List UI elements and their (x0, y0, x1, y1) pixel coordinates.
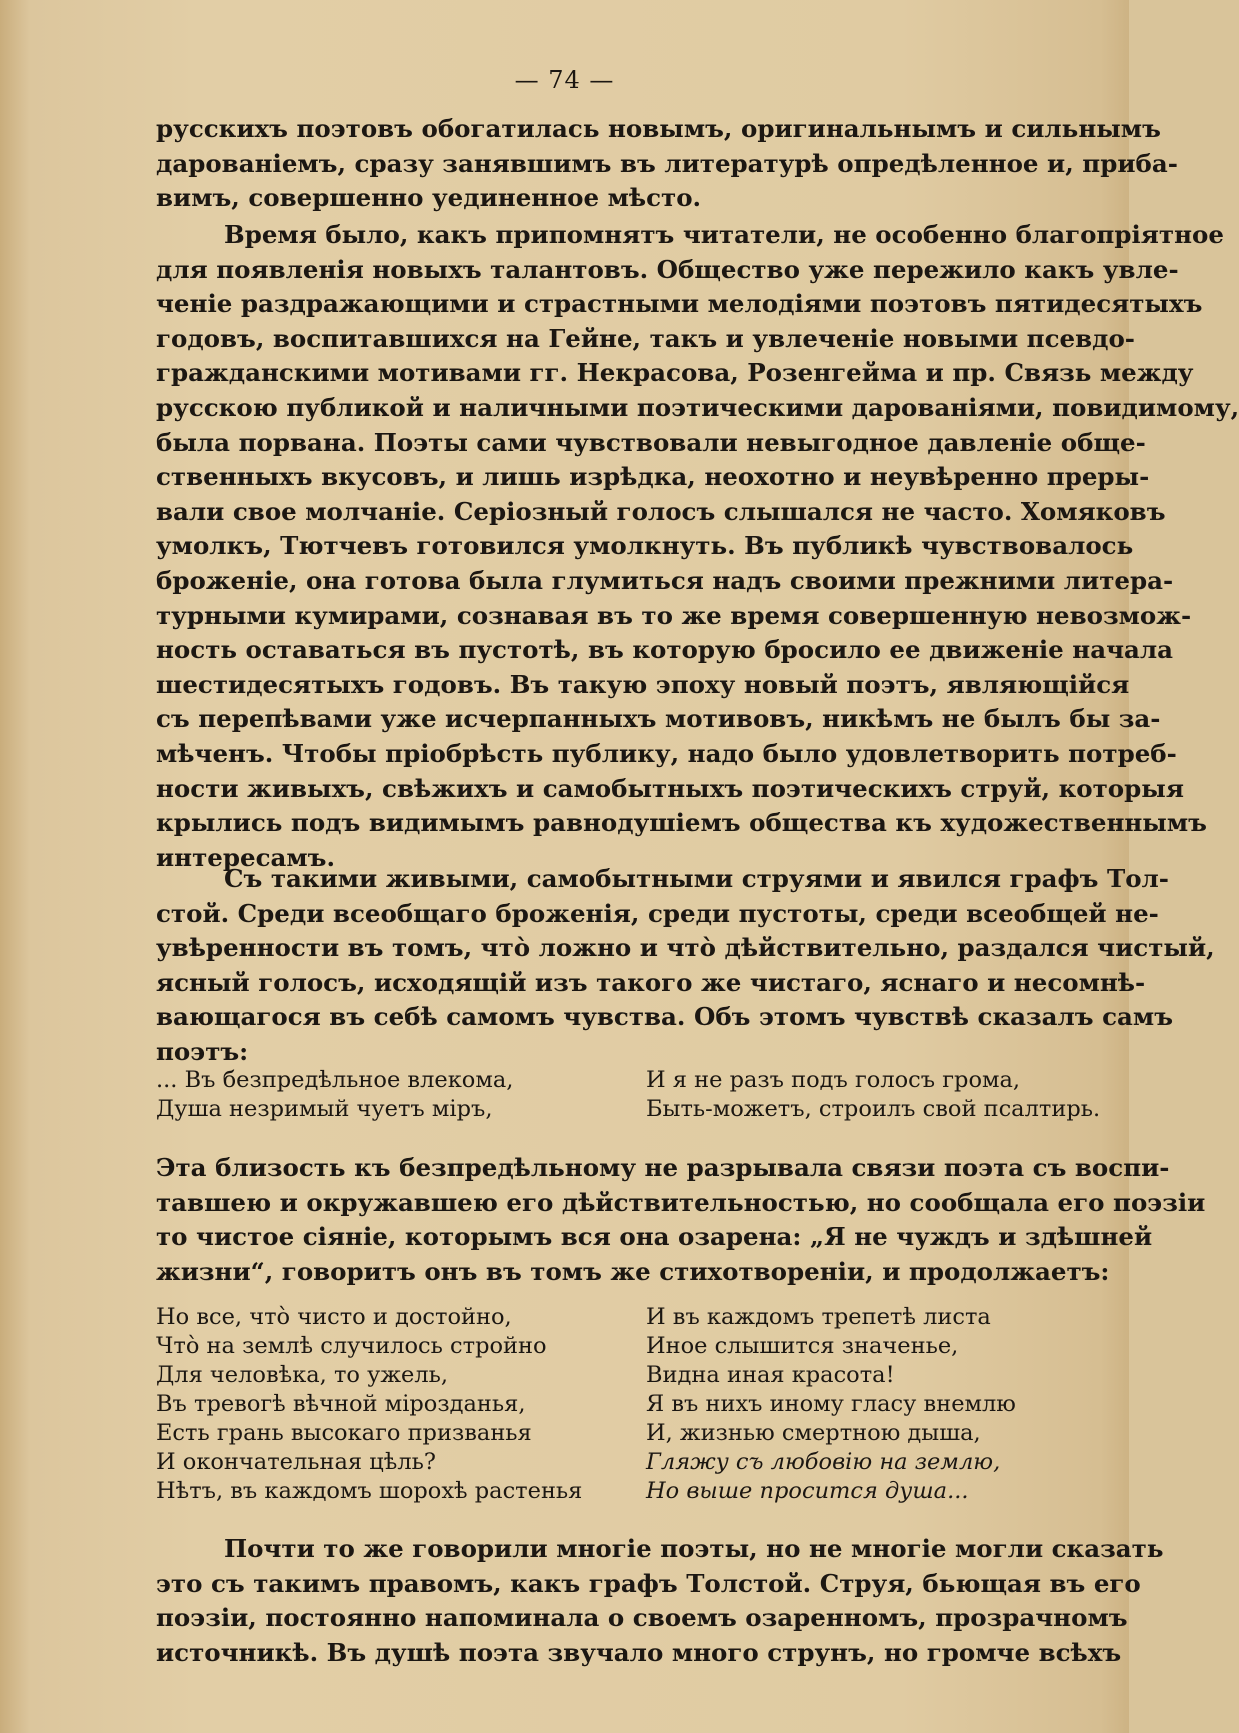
verse-line: ... Въ безпредѣльное влекома, (156, 1067, 514, 1093)
verse-line: И въ каждомъ трепетѣ листа (646, 1304, 991, 1330)
verse-column-left (156, 1303, 582, 1506)
text-line: гражданскими мотивами гг. Некрасова, Розенгейма и пр. Связь между (156, 358, 1194, 388)
text-line: жизни“, говоритъ онъ въ томъ же стихотвореніи, и продолжаетъ: (156, 1256, 1110, 1286)
text-line: умолкъ, Тютчевъ готовился умолкнуть. Въ публикѣ чувствовалось (156, 531, 1134, 561)
text-line: вающагося въ себѣ самомъ чувства. Объ этомъ чувствѣ сказалъ самъ (156, 1002, 1174, 1032)
verse-line-italic: Гляжу съ любовію на землю, (646, 1449, 1001, 1475)
text-line: то чистое сіяніе, которымъ вся она озарена: „Я не чуждъ и здѣшней (156, 1222, 1153, 1252)
verse-line: И, жизнью смертною дыша, (646, 1420, 981, 1446)
text-line: Время было, какъ припомнятъ читатели, не особенно благопріятное (224, 220, 1224, 249)
text-line: Эта близость къ безпредѣльному не разрывала связи поэта съ воспи- (156, 1153, 1170, 1182)
text-line: поэзіи, постоянно напоминала о своемъ озаренномъ, прозрачномъ (156, 1603, 1128, 1633)
verse-line: Для человѣка, то ужель, (156, 1362, 449, 1388)
text-line: ность оставаться въ пустотѣ, въ которую бросило ее движеніе начала (156, 635, 1174, 665)
verse-line: Душа незримый чуетъ міръ, (156, 1096, 493, 1122)
text-line: крылись подъ видимымъ равнодушіемъ общества къ художественнымъ (156, 808, 1207, 838)
text-line: годовъ, воспитавшихся на Гейне, такъ и увлеченіе новыми псевдо- (156, 323, 1135, 353)
text-line: русскихъ поэтовъ обогатилась новымъ, оригинальнымъ и сильнымъ (156, 114, 1161, 143)
text-line: ственныхъ вкусовъ, и лишь изрѣдка, неохотно и неувѣренно преры- (156, 462, 1150, 492)
text-line: интересамъ. (156, 842, 335, 872)
text-line: вимъ, совершенно уединенное мѣсто. (156, 183, 702, 213)
verse-line: Но все, что̀ чисто и достойно, (156, 1304, 512, 1330)
text-line: Почти то же говорили многіе поэты, но не многіе могли сказать (224, 1534, 1164, 1563)
text-line: увѣренности въ томъ, что̀ ложно и что̀ дѣйствительно, раздался чистый, (156, 933, 1215, 963)
text-line: русскою публикой и наличными поэтическими дарованіями, повидимому, (156, 392, 1239, 422)
verse-column-right (646, 1066, 1100, 1124)
text-line: для появленія новыхъ талантовъ. Общество уже пережило какъ увле- (156, 254, 1179, 284)
verse-quote-2 (156, 1303, 1096, 1509)
verse-column-right (646, 1303, 1016, 1506)
verse-line: Въ тревогѣ вѣчной мірозданья, (156, 1391, 526, 1417)
text-line: стой. Среди всеобщаго броженія, среди пустоты, среди всеобщей не- (156, 898, 1159, 928)
paragraph-2 (156, 218, 1239, 875)
paragraph-4 (156, 1151, 1206, 1289)
text-line: съ перепѣвами уже исчерпанныхъ мотивовъ, никѣмъ не былъ бы за- (156, 704, 1161, 734)
text-line: турными кумирами, сознавая въ то же время совершенную невозмож- (156, 600, 1192, 630)
verse-line: Нѣтъ, въ каждомъ шорохѣ растенья (156, 1478, 583, 1504)
text-line: шестидесятыхъ годовъ. Въ такую эпоху новый поэтъ, являющійся (156, 669, 1130, 699)
paragraph-1 (156, 112, 1178, 216)
text-line: мѣченъ. Чтобы пріобрѣсть публику, надо было удовлетворить потреб- (156, 738, 1177, 768)
verse-quote-1 (156, 1066, 1101, 1126)
text-line: источникѣ. Въ душѣ поэта звучало много струнъ, но громче всѣхъ (156, 1637, 1122, 1667)
verse-line: И окончательная цѣль? (156, 1449, 436, 1475)
text-line: была порвана. Поэты сами чувствовали невыгодное давленіе обще- (156, 427, 1146, 457)
verse-column-left (156, 1066, 513, 1124)
page-number: — 74 — (514, 66, 615, 94)
text-line: ясный голосъ, исходящій изъ такого же чистаго, яснаго и несомнѣ- (156, 967, 1146, 997)
verse-line: Есть грань высокаго призванья (156, 1420, 532, 1446)
verse-line-italic: Но выше просится душа... (646, 1478, 969, 1504)
text-line: ченіе раздражающими и страстными мелодіями поэтовъ пятидесятыхъ (156, 289, 1203, 319)
text-line: поэтъ: (156, 1036, 249, 1066)
verse-line: Что̀ на землѣ случилось стройно (156, 1333, 547, 1359)
verse-line: Я въ нихъ иному гласу внемлю (646, 1391, 1016, 1417)
text-line: броженіе, она готова была глумиться надъ своими прежними литера- (156, 565, 1174, 595)
paragraph-5 (156, 1532, 1164, 1670)
text-line: это съ такимъ правомъ, какъ графъ Толстой. Струя, бьющая въ его (156, 1568, 1141, 1598)
text-line: ности живыхъ, свѣжихъ и самобытныхъ поэтическихъ струй, которыя (156, 773, 1184, 803)
paragraph-3 (156, 862, 1215, 1070)
text-line: дарованіемъ, сразу занявшимъ въ литературѣ опредѣленное и, приба- (156, 148, 1178, 178)
verse-line: И я не разъ подъ голосъ грома, (646, 1067, 1021, 1093)
verse-line: Видна иная красота! (646, 1362, 895, 1388)
verse-line: Иное слышится значенье, (646, 1333, 959, 1359)
verse-line: Быть-можетъ, строилъ свой псалтирь. (646, 1096, 1101, 1122)
text-line: тавшею и окружавшею его дѣйствительностью, но сообщала его поэзіи (156, 1187, 1206, 1217)
text-line: вали свое молчаніе. Серіозный голосъ слышался не часто. Хомяковъ (156, 496, 1166, 526)
text-line: Съ такими живыми, самобытными струями и явился графъ Тол- (224, 864, 1169, 893)
